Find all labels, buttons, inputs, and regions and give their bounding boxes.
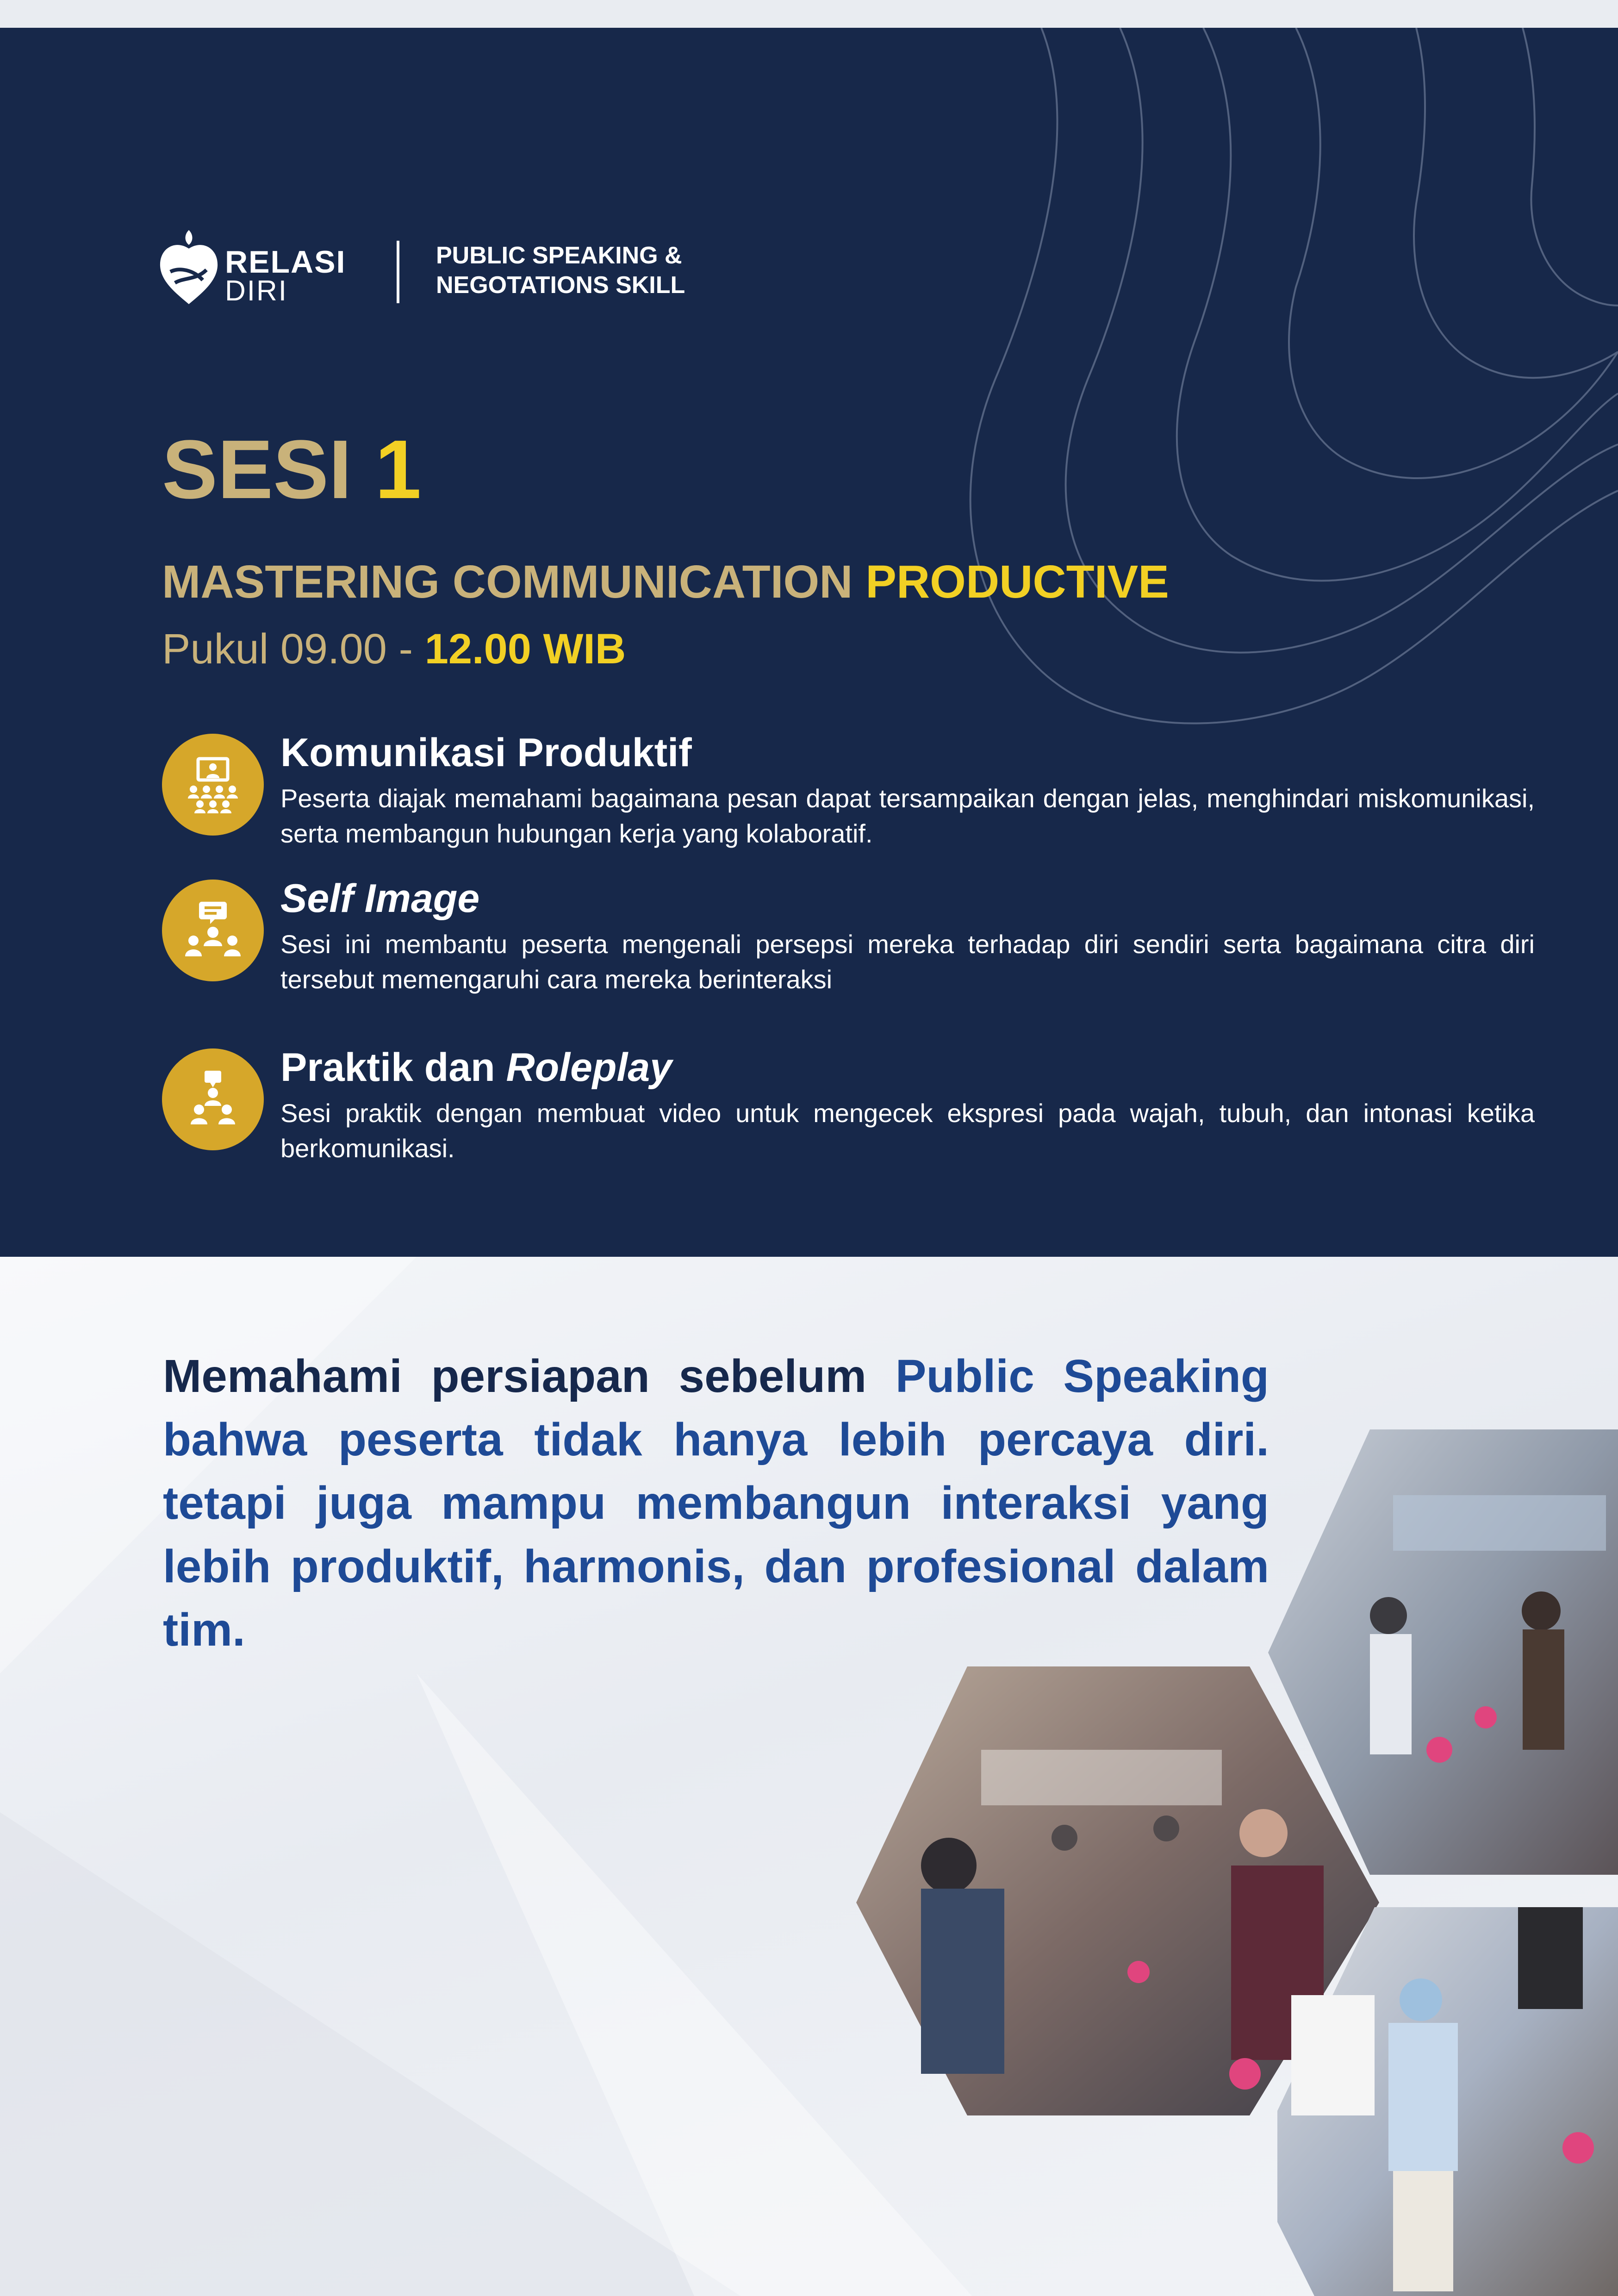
- agenda-item-description: Peserta diajak memahami bagaimana pesan dapat tersampaikan dengan jelas, menghindari miskomunikasi, serta membangun hubungan kerja yang kolaboratif.: [280, 784, 1535, 848]
- session-title-part1: MASTERING COMMUNICATION: [162, 556, 866, 608]
- agenda-item-title-italic: Roleplay: [506, 1045, 672, 1090]
- time-end: 12.00 WIB: [424, 625, 626, 673]
- agenda-item-description: Sesi ini membantu peserta mengenali persepsi mereka terhadap diri sendiri serta bagaimana citra diri tersebut memengaruhi cara mereka berinteraksi: [280, 930, 1535, 994]
- session-digit: 1: [375, 423, 422, 516]
- time-label: Pukul 09.00 -: [162, 625, 425, 673]
- agenda-item-description: Sesi praktik dengan membuat video untuk mengecek ekspresi pada wajah, tubuh, dan intonasi ketika berkomunikasi.: [280, 1098, 1535, 1163]
- agenda-item-title-part1: Praktik dan: [280, 1045, 506, 1090]
- session-title-part2: PRODUCTIVE: [865, 556, 1169, 608]
- closing-part2: Public Speaking bahwa peserta tidak hanya lebih percaya diri. tetapi juga mampu membangun interaksi yang lebih produktif, harmonis, dan profesional dalam tim.: [163, 1350, 1269, 1656]
- program-title-line1: PUBLIC SPEAKING &: [436, 242, 682, 269]
- brand-subname: DIRI: [225, 275, 288, 307]
- brand-name: RELASI: [225, 244, 346, 280]
- closing-part1: Memahami persiapan sebelum: [163, 1350, 896, 1402]
- session-word: SESI: [162, 423, 352, 516]
- agenda-item-title-italic: Self Image: [280, 876, 480, 921]
- program-title-line2: NEGOTATIONS SKILL: [436, 272, 685, 299]
- agenda-item-title: Komunikasi Produktif: [280, 730, 692, 775]
